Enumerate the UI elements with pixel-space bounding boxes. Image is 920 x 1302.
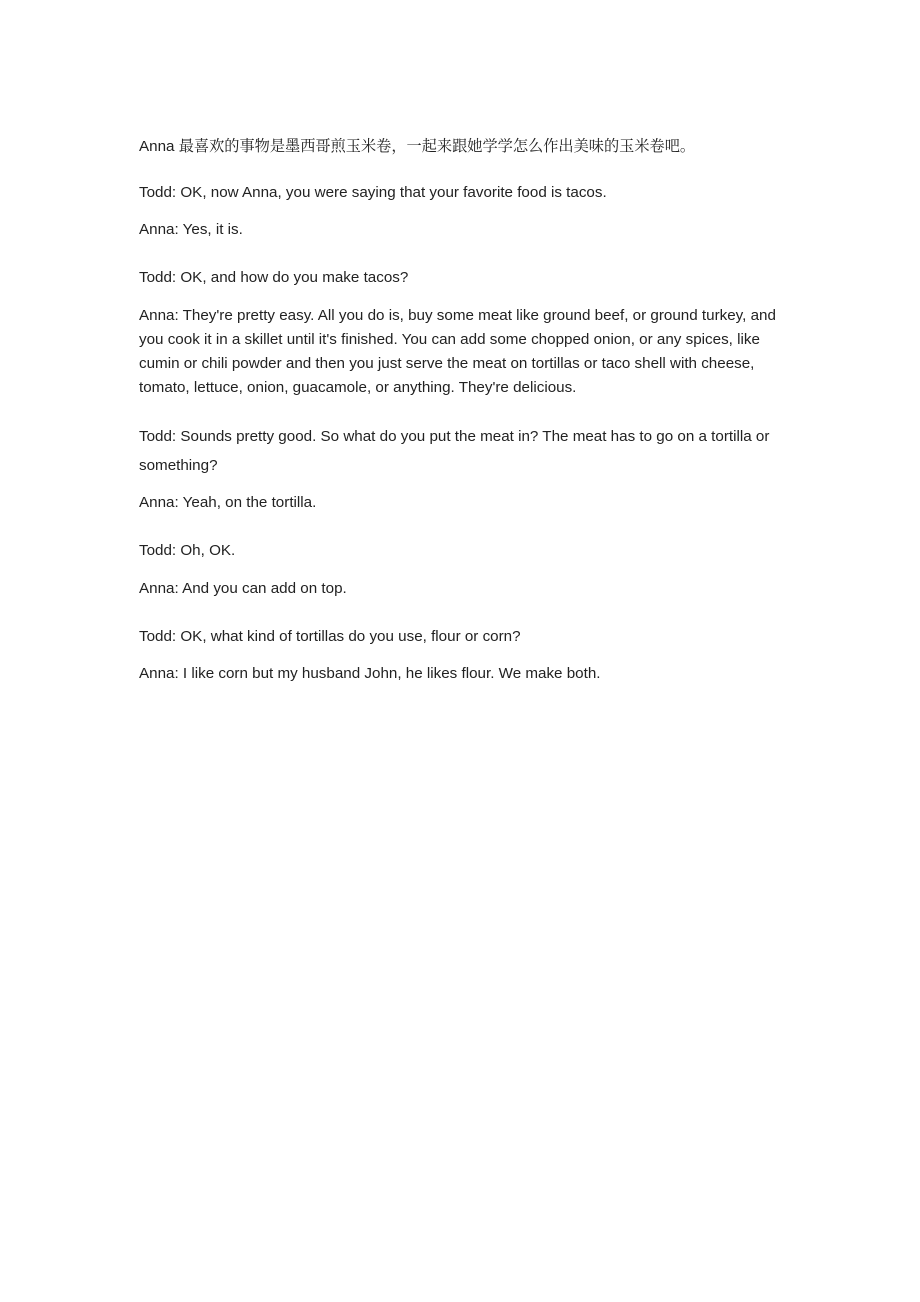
dialogue-line: Todd: OK, and how do you make tacos? [139,269,409,286]
dialogue-line: Anna: I like corn but my husband John, he likes flour. We make both. [139,665,601,682]
dialogue-line: Anna: And you can add on top. [139,580,347,597]
dialogue-line: Anna: They're pretty easy. All you do is, buy some meat like ground beef, or ground turkey, and you cook it in a skillet until it's finished. You can add some chopped onion, or any spices, like cumin or chili powder and then you just serve the meat on tortillas or taco shell with cheese, tomato, lettuce, onion, guacamole, or anything. They're delicious. [139,307,776,396]
intro-paragraph: Anna 最喜欢的事物是墨西哥煎玉米卷，一起来跟她学学怎么作出美味的玉米卷吧。 [139,138,696,155]
dialogue-line: Anna: Yeah, on the tortilla. [139,494,317,511]
dialogue-line: Anna: Yes, it is. [139,221,243,238]
dialogue-line: Todd: Oh, OK. [139,542,236,559]
dialogue-line: Todd: OK, now Anna, you were saying that your favorite food is tacos. [139,184,607,201]
dialogue-line: Todd: OK, what kind of tortillas do you use, flour or corn? [139,628,521,645]
dialogue-line: Todd: Sounds pretty good. So what do you put the meat in? The meat has to go on a tortilla or something? [139,428,770,474]
